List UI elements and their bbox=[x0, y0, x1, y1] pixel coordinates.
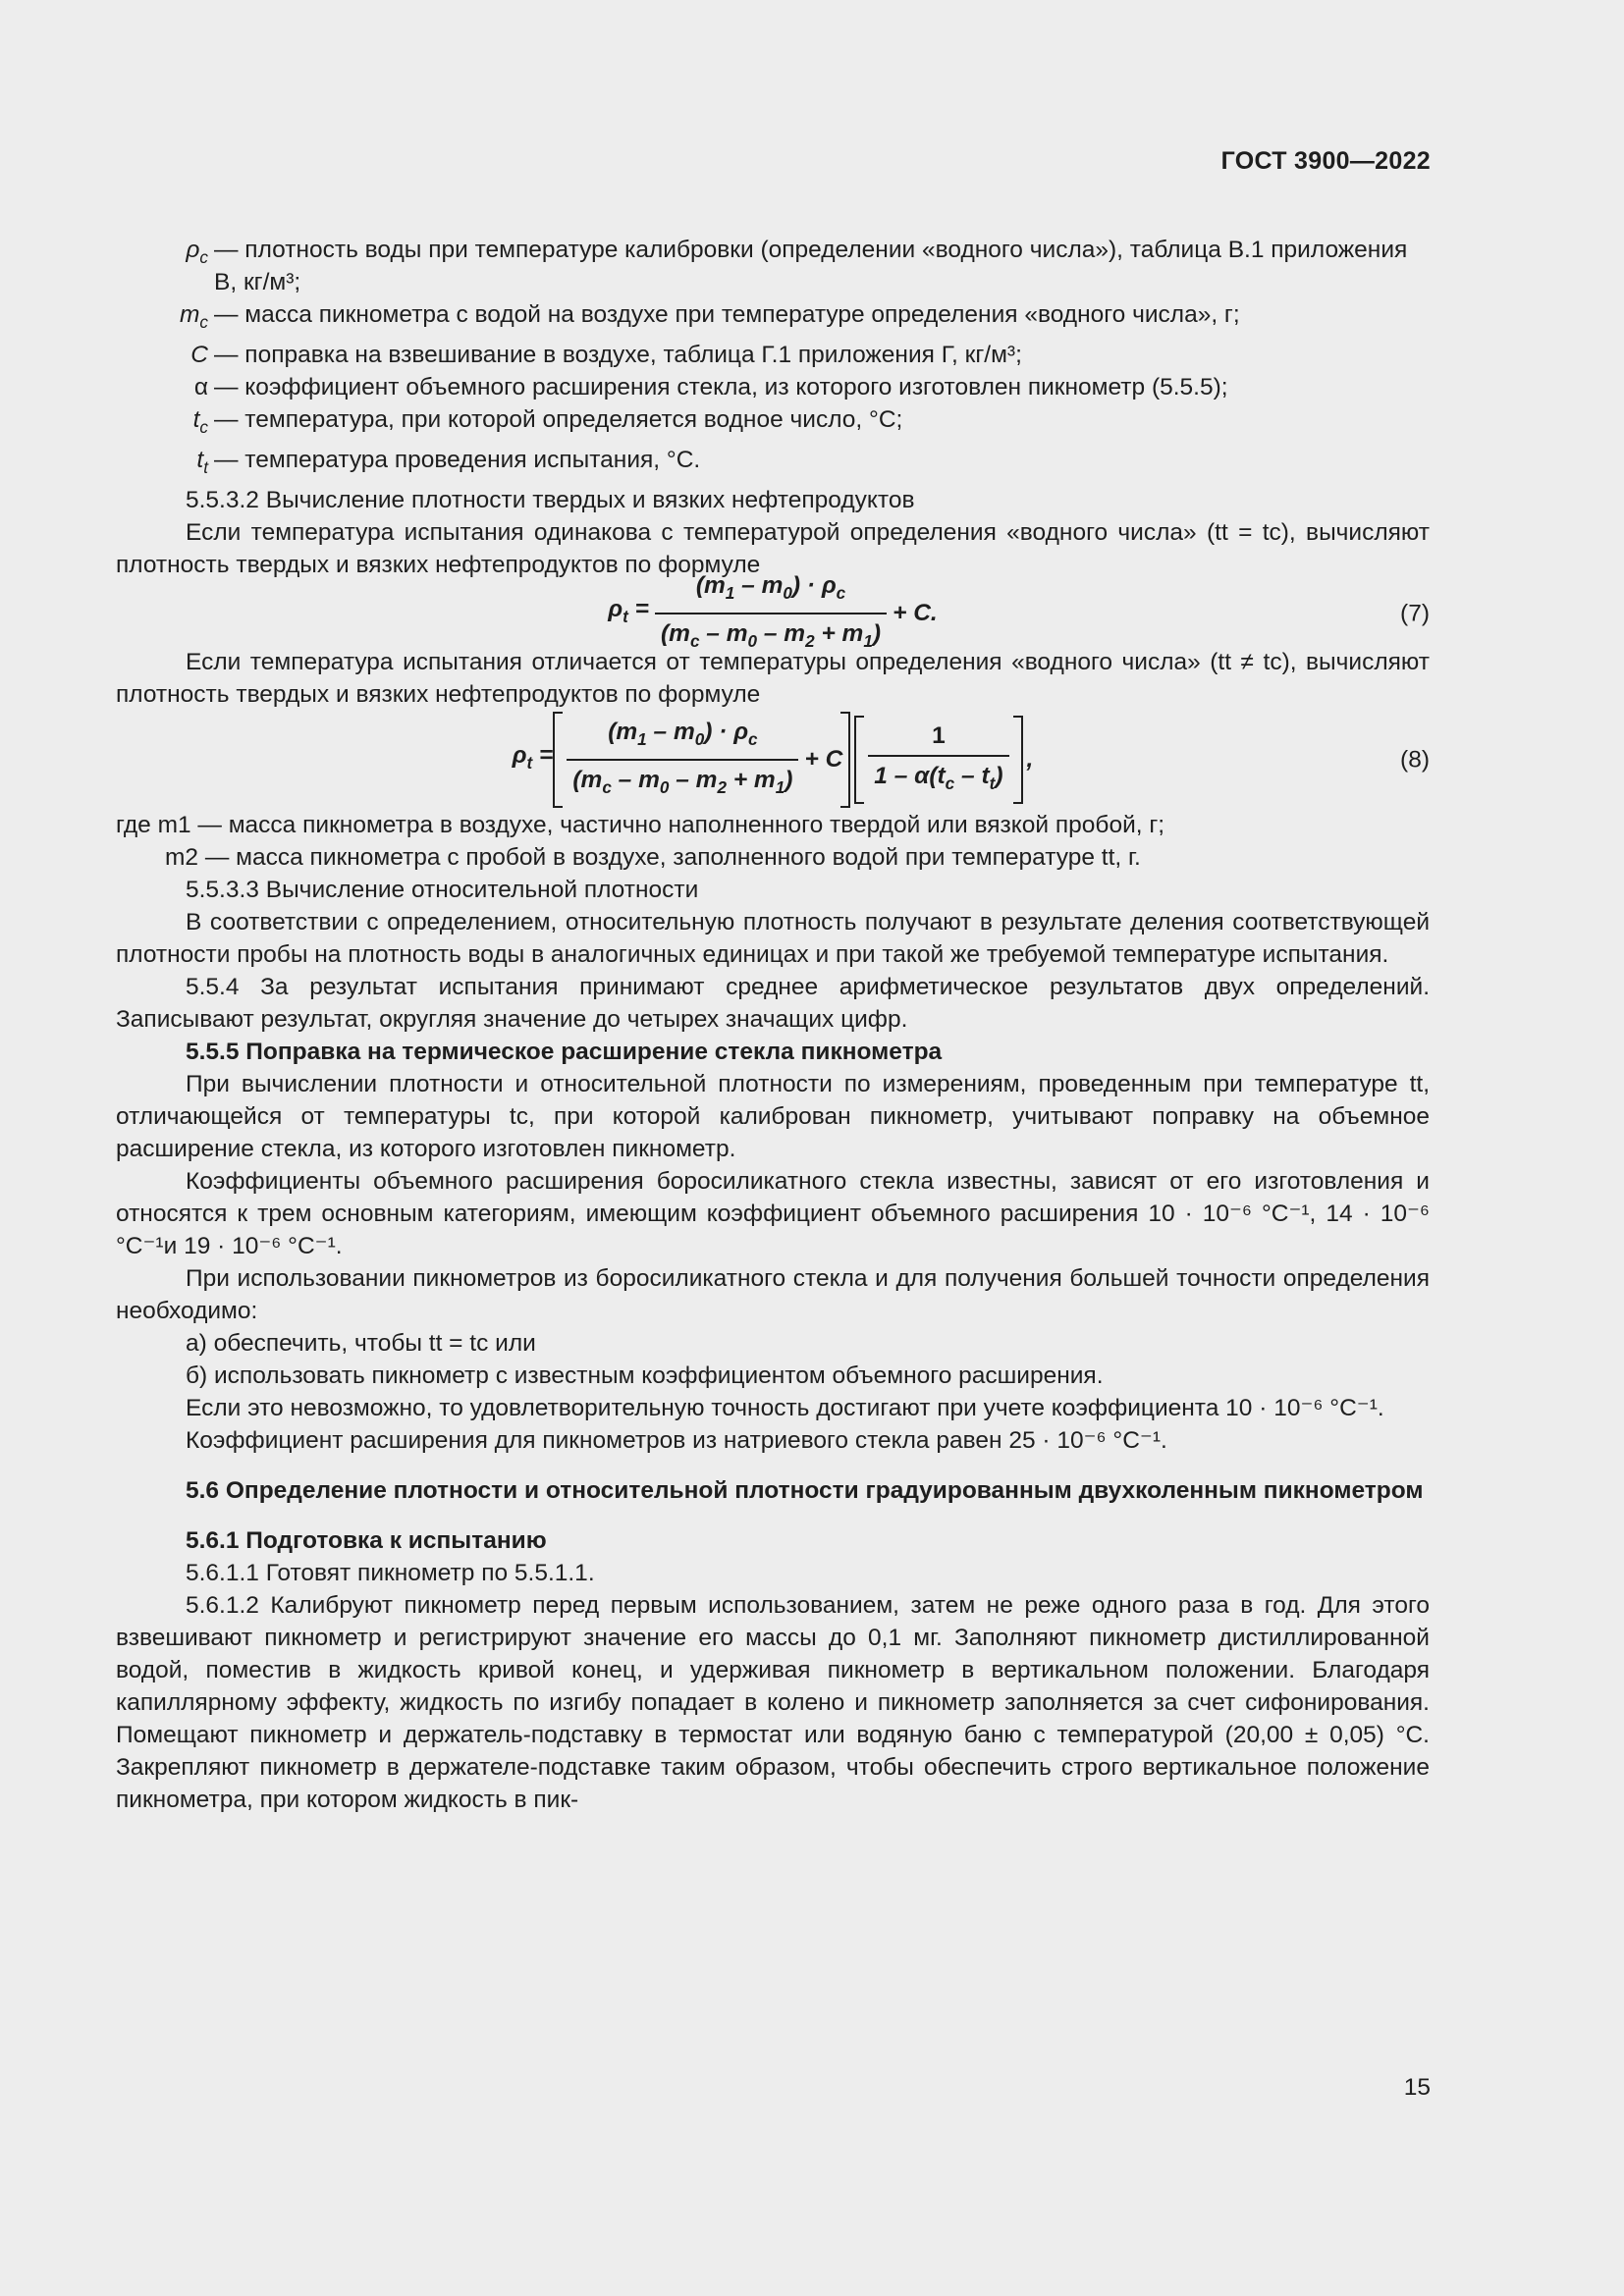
paragraph: 5.6.1.1 Готовят пикнометр по 5.5.1.1. bbox=[186, 1559, 595, 1586]
legend-symbol: C bbox=[190, 341, 208, 368]
legend-symbol: $m_c$ bbox=[180, 301, 208, 332]
legend-desc: — поправка на взвешивание в воздухе, таблица Г.1 приложения Г, кг/м³; bbox=[214, 341, 1022, 368]
paragraph: Коэффициенты объемного расширения боросиликатного стекла известны, зависят от его изготовления и относятся к трем основным категориям, имеющим коэффициент объемного расширения 10 · 10⁻⁶ °С⁻¹, 14 · 10⁻⁶ °С⁻¹и 19 · 10⁻⁶ °С⁻¹. bbox=[116, 1167, 1430, 1259]
paragraph: Если температура испытания одинакова с температурой определения «водного числа» (tt = tc), вычисляют плотность твердых и вязких нефтепродуктов по формуле bbox=[116, 518, 1430, 578]
page-content bbox=[116, 234, 1430, 1816]
where-m1: где m1 — масса пикнометра в воздухе, частично наполненного твердой или вязкой пробой, г; bbox=[116, 811, 1165, 838]
bracket: $\frac{1}{1 - \alpha(t_c - t_t)}$ bbox=[854, 716, 1022, 804]
paragraph: При использовании пикнометров из боросиликатного стекла и для получения большей точности определения необходимо: bbox=[116, 1264, 1430, 1324]
paragraph: Если температура испытания отличается от температуры определения «водного числа» (tt ≠ tc), вычисляют плотность твердых и вязких нефтепродуктов по формуле bbox=[116, 648, 1430, 708]
legend-desc: — плотность воды при температуре калибровки (определении «водного числа»), таблица В.1 приложения В, кг/м³; bbox=[214, 237, 1408, 295]
legend-symbol: $t_t$ bbox=[196, 446, 208, 477]
paragraph: При вычислении плотности и относительной плотности по измерениям, проведенным при температуре tt, отличающейся от температуры tc, при которой калиброван пикнометр, учитывают поправку на объемное расширение стекла, из которого изготовлен пикнометр. bbox=[116, 1070, 1430, 1162]
bracket: $\frac{(m_1 - m_0) \cdot \rho_c}{(m_c - m_0 - m_2 + m_1)}$ + C bbox=[553, 712, 850, 808]
section-title-5532: 5.5.3.2 Вычисление плотности твердых и вязких нефтепродуктов bbox=[186, 486, 915, 513]
fraction: $\frac{(m_1 - m_0) \cdot \rho_c}{(m_c - m_0 - m_2 + m_1)}$ bbox=[655, 569, 887, 658]
legend-symbol: α bbox=[193, 373, 208, 400]
where-m2: m2 — масса пикнометра с пробой в воздухе, заполненного водой при температуре tt, г. bbox=[165, 843, 1141, 871]
paragraph: Коэффициент расширения для пикнометров из натриевого стекла равен 25 · 10⁻⁶ °С⁻¹. bbox=[186, 1426, 1167, 1454]
formula-8: $\rho_t$ = $\frac{(m_1 - m_0) \cdot \rho_c}{(m_c - m_0 - m_2 + m_1)}$ + C $\frac{1}{1 - \alpha(t_c - t_t)}$ , (8) bbox=[116, 711, 1430, 809]
legend-desc: — температура проведения испытания, °С. bbox=[214, 446, 701, 473]
formula-number: (8) bbox=[1400, 746, 1430, 774]
section-title-555: 5.5.5 Поправка на термическое расширение стекла пикнометра bbox=[186, 1038, 943, 1065]
paragraph: Если это невозможно, то удовлетворительную точность достигают при учете коэффициента 10 · 10⁻⁶ °С⁻¹. bbox=[186, 1394, 1384, 1421]
legend-desc: — коэффициент объемного расширения стекла, из которого изготовлен пикнометр (5.5.5); bbox=[214, 373, 1228, 400]
list-item: б) использовать пикнометр с известным коэффициентом объемного расширения. bbox=[186, 1362, 1104, 1389]
section-title-56: 5.6 Определение плотности и относительной плотности градуированным двухколенным пикнометром bbox=[186, 1476, 1424, 1504]
section-title-561: 5.6.1 Подготовка к испытанию bbox=[186, 1526, 547, 1554]
page-number: 15 bbox=[1403, 2074, 1431, 2101]
paragraph-554: 5.5.4 За результат испытания принимают среднее арифметическое результатов двух определений. Записывают результат, округляя значение до четырех значащих цифр. bbox=[116, 973, 1430, 1033]
paragraph: В соответствии с определением, относительную плотность получают в результате деления соответствующей плотности пробы на плотность воды в аналогичных единицах и при такой же требуемой температуре испытания. bbox=[116, 908, 1430, 968]
legend-top bbox=[116, 234, 1430, 484]
formula-7: $\rho_t$ = $\frac{(m_1 - m_0) \cdot \rho_c}{(m_c - m_0 - m_2 + m_1)}$ + C. (7) bbox=[116, 581, 1430, 646]
list-item: а) обеспечить, чтобы tt = tc или bbox=[186, 1329, 536, 1357]
legend-symbol: $t_c$ bbox=[192, 405, 208, 437]
legend-desc: — масса пикнометра с водой на воздухе при температуре определения «водного числа», г; bbox=[214, 301, 1240, 328]
section-title-5533: 5.5.3.3 Вычисление относительной плотности bbox=[186, 876, 699, 903]
legend-desc: — температура, при которой определяется водное число, °С; bbox=[214, 405, 903, 433]
legend-symbol: $\rho_c$ bbox=[186, 237, 208, 267]
paragraph: 5.6.1.2 Калибруют пикнометр перед первым использованием, затем не реже одного раза в год. Для этого взвешивают пикнометр и регистрируют значение его массы до 0,1 мг. Заполняют пикнометр дистиллированной водой, поместив в жидкость кривой конец, и удерживая пикнометр в вертикальном положении. Благодаря капиллярному эффекту, жидкость по изгибу попадает в колено и пикнометр заполняется за счет сифонирования. Помещают пикнометр и держатель-подставку в термостат или водяную баню с температурой (20,00 ± 0,05) °С. Закрепляют пикнометр в держателе-подставке таким образом, чтобы обеспечить строго вертикальное положение пикнометра, при котором жидкость в пик- bbox=[116, 1591, 1430, 1813]
document-header: ГОСТ 3900—2022 bbox=[1220, 147, 1431, 175]
formula-number: (7) bbox=[1400, 600, 1430, 627]
